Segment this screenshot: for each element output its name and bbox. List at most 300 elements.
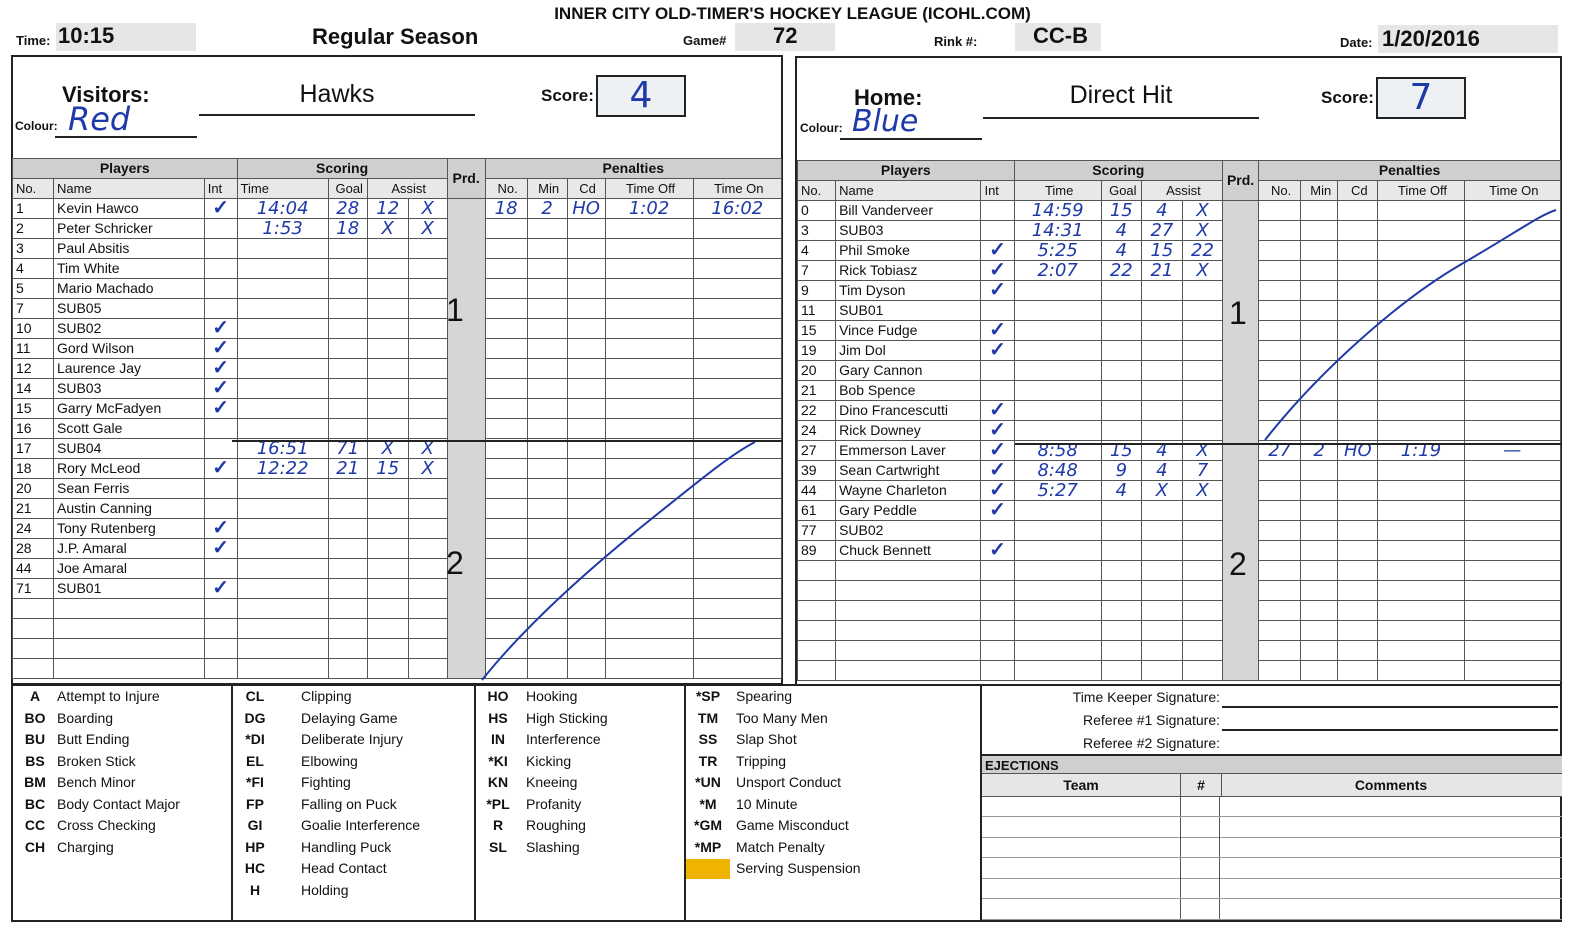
assist-1[interactable] [367, 279, 408, 299]
goal-scorer[interactable]: 4 [1101, 481, 1141, 501]
penalty-code[interactable] [567, 639, 605, 659]
goal-time[interactable] [237, 519, 328, 539]
penalty-code[interactable] [1338, 581, 1378, 601]
penalty-time-on[interactable] [1464, 361, 1560, 381]
assist-2[interactable] [1182, 401, 1222, 421]
penalty-no[interactable]: 27 [1259, 441, 1301, 461]
penalty-time-on[interactable] [1464, 581, 1560, 601]
penalty-no[interactable] [1259, 461, 1301, 481]
penalty-code[interactable] [567, 359, 605, 379]
penalty-min[interactable] [527, 239, 567, 259]
penalty-no[interactable] [1259, 601, 1301, 621]
penalty-time-on[interactable] [693, 259, 781, 279]
assist-1[interactable] [1141, 321, 1182, 341]
penalty-time-off[interactable] [605, 219, 693, 239]
penalty-time-off[interactable] [1378, 281, 1464, 301]
assist-2[interactable] [1182, 421, 1222, 441]
penalty-min[interactable] [1301, 341, 1338, 361]
penalty-no[interactable] [1259, 581, 1301, 601]
goal-time[interactable] [1014, 401, 1101, 421]
penalty-code[interactable] [1338, 541, 1378, 561]
assist-1[interactable] [367, 599, 408, 619]
penalty-time-off[interactable] [605, 279, 693, 299]
goal-scorer[interactable] [1101, 361, 1141, 381]
penalty-no[interactable] [485, 419, 527, 439]
penalty-time-off[interactable]: 1:02 [605, 199, 693, 219]
penalty-code[interactable] [567, 519, 605, 539]
goal-time[interactable] [237, 299, 328, 319]
home-team-name[interactable]: Direct Hit [983, 81, 1259, 119]
penalty-time-off[interactable] [1378, 481, 1464, 501]
penalty-min[interactable] [1301, 561, 1338, 581]
assist-2[interactable] [1182, 641, 1222, 661]
penalty-code[interactable] [1338, 621, 1378, 641]
penalty-code[interactable] [1338, 341, 1378, 361]
goal-scorer[interactable] [1101, 401, 1141, 421]
penalty-min[interactable]: 2 [1301, 441, 1338, 461]
penalty-time-on[interactable] [1464, 421, 1560, 441]
penalty-code[interactable] [1338, 321, 1378, 341]
penalty-no[interactable] [485, 559, 527, 579]
penalty-time-on[interactable] [693, 519, 781, 539]
goal-time[interactable] [237, 279, 328, 299]
goal-time[interactable] [1014, 561, 1101, 581]
penalty-time-off[interactable] [1378, 221, 1464, 241]
assist-2[interactable] [408, 579, 447, 599]
penalty-time-on[interactable] [1464, 521, 1560, 541]
assist-2[interactable] [408, 499, 447, 519]
goal-time[interactable]: 8:48 [1014, 461, 1101, 481]
goal-scorer[interactable]: 9 [1101, 461, 1141, 481]
penalty-no[interactable] [1259, 641, 1301, 661]
assist-1[interactable]: 4 [1141, 461, 1182, 481]
penalty-no[interactable] [485, 359, 527, 379]
penalty-code[interactable] [567, 559, 605, 579]
date-field[interactable] [1378, 25, 1558, 53]
penalty-no[interactable] [485, 579, 527, 599]
penalty-time-on[interactable] [1464, 321, 1560, 341]
assist-1[interactable] [1141, 421, 1182, 441]
goal-time[interactable]: 8:58 [1014, 441, 1101, 461]
penalty-code[interactable] [567, 419, 605, 439]
assist-1[interactable]: 4 [1141, 201, 1182, 221]
assist-1[interactable] [1141, 641, 1182, 661]
penalty-no[interactable] [485, 319, 527, 339]
penalty-time-on[interactable] [1464, 221, 1560, 241]
penalty-min[interactable] [1301, 461, 1338, 481]
penalty-no[interactable] [485, 339, 527, 359]
penalty-min[interactable] [527, 559, 567, 579]
assist-2[interactable]: X [1182, 441, 1222, 461]
goal-time[interactable] [1014, 421, 1101, 441]
penalty-time-on[interactable] [693, 279, 781, 299]
penalty-code[interactable] [1338, 361, 1378, 381]
penalty-time-on[interactable] [1464, 201, 1560, 221]
penalty-time-off[interactable]: 1:19 [1378, 441, 1464, 461]
penalty-no[interactable] [1259, 501, 1301, 521]
goal-scorer[interactable] [1101, 421, 1141, 441]
penalty-no[interactable] [1259, 661, 1301, 681]
home-score-box[interactable] [1376, 77, 1466, 119]
penalty-code[interactable] [567, 499, 605, 519]
assist-2[interactable]: X [1182, 221, 1222, 241]
assist-1[interactable]: X [1141, 481, 1182, 501]
goal-scorer[interactable]: 71 [328, 439, 367, 459]
assist-2[interactable]: 22 [1182, 241, 1222, 261]
goal-time[interactable] [237, 319, 328, 339]
penalty-min[interactable] [1301, 261, 1338, 281]
assist-2[interactable] [408, 239, 447, 259]
penalty-time-off[interactable] [1378, 501, 1464, 521]
assist-1[interactable] [367, 559, 408, 579]
penalty-min[interactable] [527, 379, 567, 399]
goal-time[interactable] [1014, 281, 1101, 301]
penalty-time-on[interactable] [693, 239, 781, 259]
penalty-no[interactable] [1259, 321, 1301, 341]
penalty-code[interactable] [1338, 601, 1378, 621]
goal-time[interactable]: 5:25 [1014, 241, 1101, 261]
ejection-num-cell[interactable] [1180, 796, 1220, 816]
assist-2[interactable] [408, 619, 447, 639]
penalty-time-off[interactable] [605, 319, 693, 339]
goal-time[interactable] [237, 579, 328, 599]
assist-2[interactable] [408, 479, 447, 499]
goal-time[interactable] [1014, 661, 1101, 681]
penalty-code[interactable] [567, 219, 605, 239]
penalty-time-off[interactable] [1378, 381, 1464, 401]
penalty-min[interactable] [527, 399, 567, 419]
assist-1[interactable] [1141, 501, 1182, 521]
ejection-row[interactable] [982, 817, 1562, 838]
penalty-no[interactable] [485, 539, 527, 559]
penalty-time-on[interactable] [1464, 301, 1560, 321]
penalty-time-off[interactable] [1378, 561, 1464, 581]
assist-1[interactable] [367, 339, 408, 359]
goal-scorer[interactable]: 4 [1101, 241, 1141, 261]
visitors-colour-value[interactable]: Red [68, 100, 131, 138]
penalty-min[interactable] [1301, 361, 1338, 381]
penalty-no[interactable] [1259, 301, 1301, 321]
assist-2[interactable] [408, 559, 447, 579]
goal-time[interactable]: 14:31 [1014, 221, 1101, 241]
penalty-min[interactable] [527, 539, 567, 559]
goal-scorer[interactable] [328, 379, 367, 399]
assist-2[interactable]: X [408, 459, 447, 479]
game-field[interactable] [735, 23, 835, 51]
assist-1[interactable] [1141, 541, 1182, 561]
goal-time[interactable] [237, 539, 328, 559]
goal-time[interactable] [1014, 501, 1101, 521]
penalty-no[interactable] [485, 279, 527, 299]
goal-time[interactable] [1014, 361, 1101, 381]
penalty-code[interactable] [1338, 201, 1378, 221]
assist-2[interactable] [408, 379, 447, 399]
goal-scorer[interactable] [328, 419, 367, 439]
goal-time[interactable] [1014, 541, 1101, 561]
assist-1[interactable]: 15 [367, 459, 408, 479]
penalty-min[interactable] [527, 319, 567, 339]
penalty-no[interactable] [485, 259, 527, 279]
assist-2[interactable]: X [1182, 261, 1222, 281]
assist-1[interactable]: 4 [1141, 441, 1182, 461]
assist-2[interactable] [408, 599, 447, 619]
penalty-no[interactable] [485, 659, 527, 679]
penalty-code[interactable] [1338, 301, 1378, 321]
penalty-code[interactable] [567, 659, 605, 679]
penalty-time-off[interactable] [605, 379, 693, 399]
penalty-no[interactable] [485, 219, 527, 239]
penalty-time-off[interactable] [1378, 661, 1464, 681]
penalty-code[interactable] [567, 399, 605, 419]
goal-time[interactable] [237, 659, 328, 679]
penalty-time-on[interactable] [1464, 241, 1560, 261]
goal-scorer[interactable] [328, 239, 367, 259]
penalty-code[interactable] [1338, 501, 1378, 521]
penalty-no[interactable] [485, 519, 527, 539]
assist-2[interactable] [1182, 561, 1222, 581]
penalty-code[interactable] [1338, 561, 1378, 581]
penalty-no[interactable] [485, 619, 527, 639]
goal-scorer[interactable] [328, 279, 367, 299]
penalty-min[interactable] [1301, 661, 1338, 681]
penalty-min[interactable] [1301, 581, 1338, 601]
penalty-min[interactable] [527, 599, 567, 619]
goal-time[interactable] [237, 559, 328, 579]
penalty-time-off[interactable] [1378, 541, 1464, 561]
goal-scorer[interactable] [1101, 521, 1141, 541]
penalty-min[interactable] [1301, 641, 1338, 661]
penalty-min[interactable] [1301, 201, 1338, 221]
penalty-time-on[interactable] [693, 599, 781, 619]
assist-2[interactable] [1182, 541, 1222, 561]
penalty-min[interactable] [527, 519, 567, 539]
assist-1[interactable]: 15 [1141, 241, 1182, 261]
penalty-time-off[interactable] [605, 459, 693, 479]
goal-time[interactable] [1014, 381, 1101, 401]
penalty-code[interactable] [567, 259, 605, 279]
penalty-time-on[interactable]: 16:02 [693, 199, 781, 219]
penalty-no[interactable] [485, 379, 527, 399]
ejection-num-cell[interactable] [1180, 817, 1220, 837]
penalty-min[interactable] [527, 579, 567, 599]
penalty-code[interactable] [1338, 461, 1378, 481]
goal-time[interactable] [1014, 641, 1101, 661]
penalty-code[interactable] [567, 459, 605, 479]
penalty-time-on[interactable] [1464, 501, 1560, 521]
assist-1[interactable]: X [367, 439, 408, 459]
penalty-no[interactable] [1259, 521, 1301, 541]
assist-1[interactable] [1141, 301, 1182, 321]
penalty-min[interactable] [527, 639, 567, 659]
goal-time[interactable] [237, 359, 328, 379]
goal-time[interactable]: 12:22 [237, 459, 328, 479]
goal-scorer[interactable] [1101, 541, 1141, 561]
assist-1[interactable] [367, 499, 408, 519]
penalty-no[interactable] [1259, 281, 1301, 301]
penalty-time-off[interactable] [605, 239, 693, 259]
goal-scorer[interactable] [328, 499, 367, 519]
goal-time[interactable] [237, 499, 328, 519]
penalty-no[interactable] [1259, 481, 1301, 501]
penalty-min[interactable] [527, 619, 567, 639]
goal-time[interactable]: 16:51 [237, 439, 328, 459]
assist-1[interactable] [367, 619, 408, 639]
goal-scorer[interactable]: 4 [1101, 221, 1141, 241]
assist-2[interactable] [1182, 601, 1222, 621]
assist-1[interactable] [367, 539, 408, 559]
ejection-row[interactable] [982, 858, 1562, 879]
penalty-code[interactable] [567, 239, 605, 259]
goal-time[interactable] [1014, 321, 1101, 341]
assist-2[interactable] [1182, 321, 1222, 341]
penalty-code[interactable] [1338, 241, 1378, 261]
goal-scorer[interactable]: 15 [1101, 201, 1141, 221]
penalty-code[interactable] [1338, 221, 1378, 241]
penalty-no[interactable] [1259, 341, 1301, 361]
ejection-num-cell[interactable] [1180, 878, 1220, 898]
penalty-time-off[interactable] [605, 419, 693, 439]
penalty-min[interactable] [1301, 301, 1338, 321]
penalty-time-on[interactable] [693, 419, 781, 439]
penalty-time-off[interactable] [605, 579, 693, 599]
assist-2[interactable] [408, 339, 447, 359]
penalty-time-on[interactable] [1464, 341, 1560, 361]
penalty-time-on[interactable] [693, 479, 781, 499]
penalty-min[interactable] [1301, 621, 1338, 641]
penalty-min[interactable] [527, 339, 567, 359]
penalty-time-off[interactable] [605, 619, 693, 639]
penalty-time-off[interactable] [605, 519, 693, 539]
penalty-no[interactable] [485, 299, 527, 319]
penalty-no[interactable] [485, 479, 527, 499]
penalty-no[interactable] [1259, 401, 1301, 421]
assist-1[interactable] [367, 519, 408, 539]
goal-time[interactable] [237, 479, 328, 499]
goal-scorer[interactable] [328, 659, 367, 679]
assist-2[interactable] [408, 279, 447, 299]
penalty-time-off[interactable] [605, 399, 693, 419]
assist-2[interactable] [1182, 361, 1222, 381]
goal-scorer[interactable] [328, 339, 367, 359]
assist-1[interactable] [1141, 621, 1182, 641]
penalty-time-off[interactable] [1378, 621, 1464, 641]
assist-2[interactable] [1182, 381, 1222, 401]
penalty-time-on[interactable] [693, 539, 781, 559]
penalty-time-off[interactable] [1378, 421, 1464, 441]
penalty-time-off[interactable] [605, 479, 693, 499]
assist-1[interactable] [367, 299, 408, 319]
penalty-min[interactable] [1301, 501, 1338, 521]
penalty-time-on[interactable] [1464, 381, 1560, 401]
penalty-no[interactable] [1259, 421, 1301, 441]
goal-scorer[interactable] [1101, 641, 1141, 661]
goal-scorer[interactable] [328, 579, 367, 599]
penalty-time-on[interactable] [693, 379, 781, 399]
assist-1[interactable] [367, 259, 408, 279]
assist-1[interactable] [367, 379, 408, 399]
assist-2[interactable] [408, 399, 447, 419]
goal-time[interactable] [237, 419, 328, 439]
goal-time[interactable]: 14:04 [237, 199, 328, 219]
goal-scorer[interactable] [1101, 661, 1141, 681]
penalty-min[interactable] [527, 259, 567, 279]
goal-time[interactable] [237, 619, 328, 639]
penalty-time-off[interactable] [605, 499, 693, 519]
goal-scorer[interactable] [1101, 381, 1141, 401]
goal-scorer[interactable] [328, 599, 367, 619]
assist-2[interactable] [408, 659, 447, 679]
goal-scorer[interactable] [1101, 341, 1141, 361]
penalty-time-off[interactable] [1378, 401, 1464, 421]
penalty-time-off[interactable] [1378, 341, 1464, 361]
assist-1[interactable] [1141, 661, 1182, 681]
penalty-time-off[interactable] [1378, 241, 1464, 261]
penalty-min[interactable] [527, 499, 567, 519]
penalty-time-off[interactable] [1378, 301, 1464, 321]
penalty-time-on[interactable] [1464, 481, 1560, 501]
penalty-time-on[interactable] [1464, 621, 1560, 641]
assist-2[interactable] [408, 259, 447, 279]
penalty-code[interactable] [567, 619, 605, 639]
penalty-time-on[interactable] [693, 219, 781, 239]
goal-scorer[interactable] [1101, 501, 1141, 521]
penalty-time-off[interactable] [1378, 321, 1464, 341]
assist-1[interactable] [1141, 381, 1182, 401]
assist-2[interactable] [1182, 281, 1222, 301]
penalty-min[interactable] [527, 299, 567, 319]
penalty-no[interactable] [485, 399, 527, 419]
ejection-row[interactable] [982, 899, 1562, 920]
assist-1[interactable] [367, 579, 408, 599]
goal-scorer[interactable] [328, 559, 367, 579]
assist-1[interactable] [1141, 401, 1182, 421]
ejection-num-cell[interactable] [1180, 858, 1220, 878]
goal-time[interactable] [1014, 341, 1101, 361]
penalty-time-on[interactable] [693, 659, 781, 679]
penalty-code[interactable] [567, 479, 605, 499]
assist-2[interactable] [408, 519, 447, 539]
penalty-min[interactable] [1301, 601, 1338, 621]
penalty-code[interactable] [1338, 481, 1378, 501]
penalty-min[interactable] [1301, 241, 1338, 261]
goal-scorer[interactable] [328, 319, 367, 339]
penalty-code[interactable] [567, 599, 605, 619]
visitors-team-name[interactable]: Hawks [199, 80, 475, 116]
penalty-time-on[interactable] [693, 339, 781, 359]
assist-2[interactable] [1182, 581, 1222, 601]
assist-1[interactable] [1141, 281, 1182, 301]
goal-scorer[interactable] [328, 399, 367, 419]
goal-time[interactable] [237, 399, 328, 419]
penalty-min[interactable] [1301, 541, 1338, 561]
goal-scorer[interactable] [328, 519, 367, 539]
penalty-time-on[interactable] [693, 359, 781, 379]
goal-scorer[interactable] [1101, 561, 1141, 581]
assist-1[interactable] [367, 479, 408, 499]
assist-1[interactable] [367, 319, 408, 339]
penalty-code[interactable] [1338, 521, 1378, 541]
penalty-no[interactable] [1259, 201, 1301, 221]
timekeeper-sig-line[interactable] [1222, 706, 1558, 708]
penalty-time-off[interactable] [605, 359, 693, 379]
ejection-num-cell[interactable] [1180, 899, 1220, 919]
penalty-time-on[interactable] [693, 579, 781, 599]
penalty-time-on[interactable] [693, 319, 781, 339]
goal-scorer[interactable] [1101, 601, 1141, 621]
time-field[interactable] [56, 23, 196, 51]
penalty-min[interactable] [1301, 401, 1338, 421]
penalty-code[interactable] [567, 339, 605, 359]
